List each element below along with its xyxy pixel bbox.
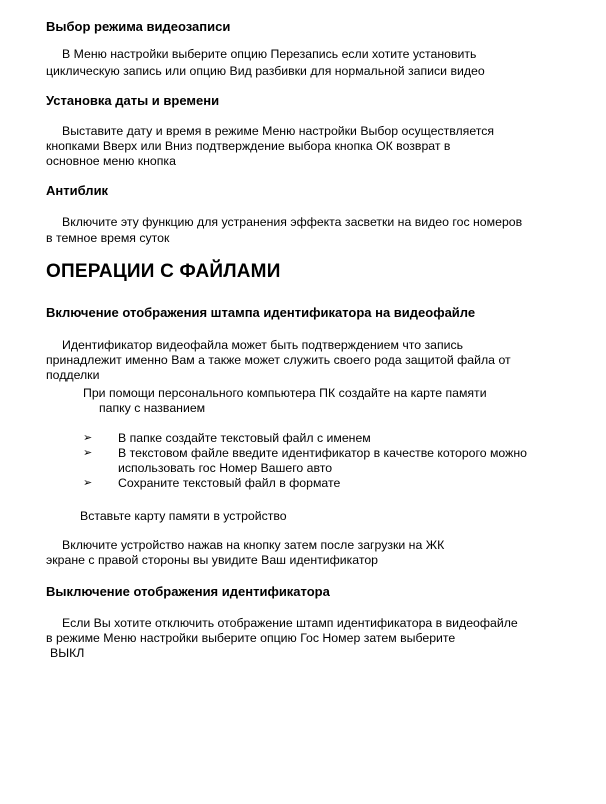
video-mode-line-1: В Меню настройки выберите опцию Перезапись если хотите установить	[62, 47, 477, 61]
video-mode-line-2: циклическую запись или опцию Вид разбивки для нормальной записи видео	[46, 64, 485, 78]
bullet-item-3: Сохраните текстовый файл в формате	[118, 476, 341, 490]
pc-line-2: папку с названием	[99, 401, 206, 415]
stamp-off-line-1: Если Вы хотите отключить отображение штамп идентификатора в видеофайле	[62, 616, 518, 630]
antiglare-line-1: Включите эту функцию для устранения эффекта засветки на видео гос номеров	[62, 215, 523, 229]
bullet-arrow-icon: ➢	[83, 432, 93, 444]
bullet-item-2-cont: использовать гос Номер Вашего авто	[118, 461, 333, 475]
datetime-line-1: Выставите дату и время в режиме Меню настройки Выбор осуществляется	[62, 124, 495, 138]
bullet-item-1: В папке создайте текстовый файл с именем	[118, 431, 371, 445]
power-line-2: экране с правой стороны вы увидите Ваш идентификатор	[46, 553, 379, 567]
heading-video-mode: Выбор режима видеозаписи	[46, 19, 231, 34]
heading-stamp-off: Выключение отображения идентификатора	[46, 584, 330, 599]
insert-card-line: Вставьте карту памяти в устройство	[80, 509, 287, 523]
datetime-line-2: кнопками Вверх или Вниз подтверждение выбора кнопка ОК возврат в	[46, 139, 451, 153]
stamp-intro-line-2: принадлежит именно Вам а также может служить своего рода защитой файла от	[46, 353, 511, 367]
bullet-item-2: В текстовом файле введите идентификатор в качестве которого можно	[118, 446, 527, 460]
stamp-off-line-3: ВЫКЛ	[50, 646, 85, 660]
bullet-arrow-icon: ➢	[83, 447, 93, 459]
power-line-1: Включите устройство нажав на кнопку затем после загрузки на ЖК	[62, 538, 445, 552]
heading-datetime: Установка даты и времени	[46, 93, 220, 108]
heading-antiglare: Антиблик	[46, 183, 109, 198]
stamp-off-line-2: в режиме Меню настройки выберите опцию Гос Номер затем выберите	[46, 631, 456, 645]
datetime-line-3: основное меню кнопка	[46, 154, 176, 168]
bullet-arrow-icon: ➢	[83, 477, 93, 489]
stamp-intro-line-1: Идентификатор видеофайла может быть подтверждением что запись	[62, 338, 464, 352]
antiglare-line-2: в темное время суток	[46, 231, 170, 245]
heading-stamp-on: Включение отображения штампа идентификатора на видеофайле	[46, 305, 476, 320]
pc-line-1: При помощи персонального компьютера ПК создайте на карте памяти	[83, 386, 487, 400]
stamp-intro-line-3: подделки	[46, 368, 100, 382]
heading-file-operations: ОПЕРАЦИИ С ФАЙЛАМИ	[46, 261, 281, 282]
